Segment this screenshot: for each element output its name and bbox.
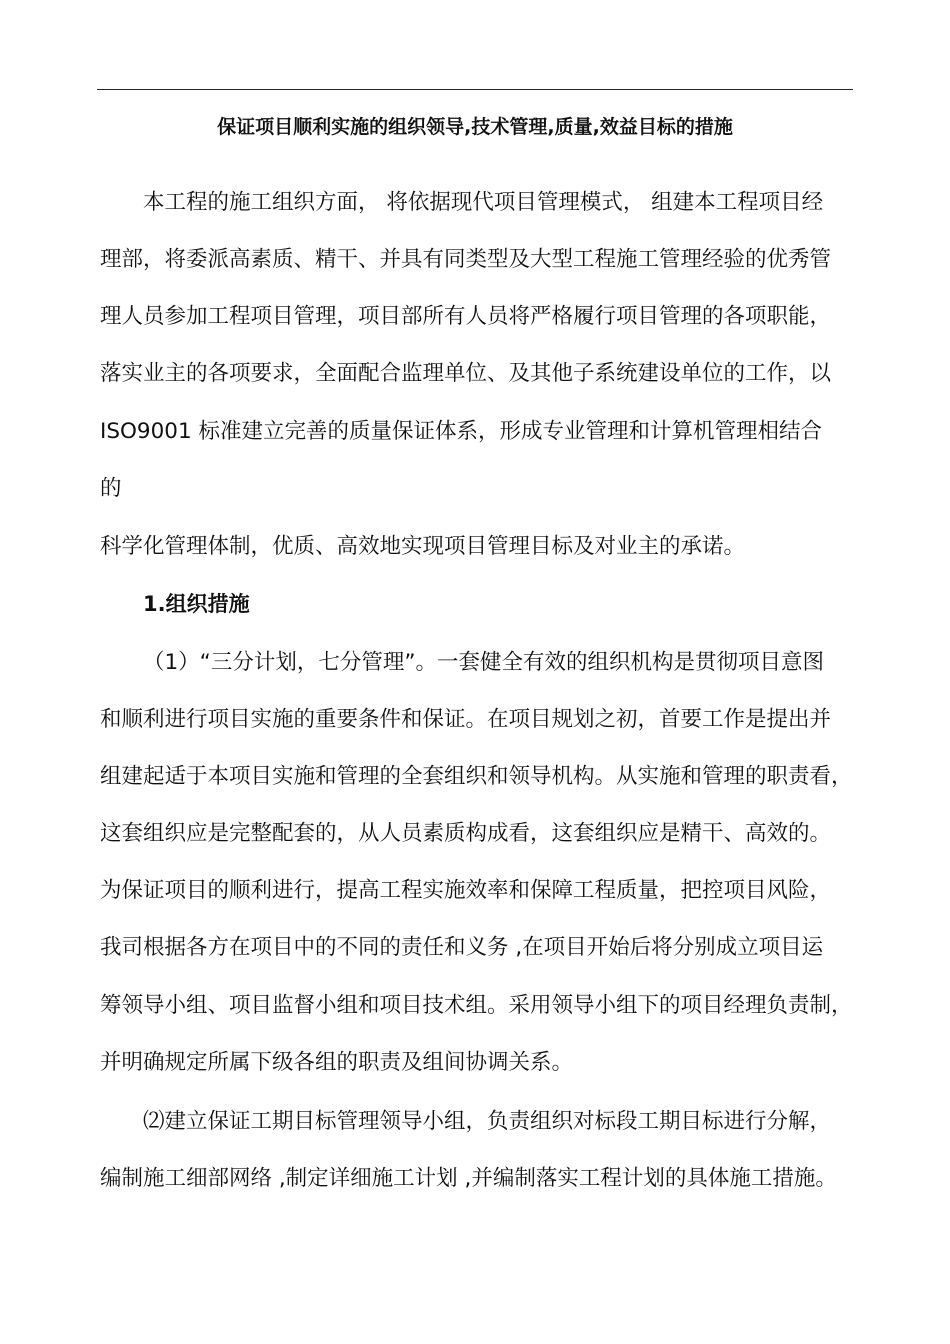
section-heading: 1.组织措施: [143, 592, 250, 616]
intro-line: 本工程的施工组织方面， 将依据现代项目管理模式， 组建本工程项目经: [143, 190, 824, 215]
para1-line: （1）“三分计划，七分管理”。一套健全有效的组织机构是贯彻项目意图: [143, 650, 824, 675]
para2-line: ⑵建立保证工期目标管理领导小组，负责组织对标段工期目标进行分解，: [143, 1109, 832, 1134]
intro-line: 落实业主的各项要求，全面配合监理单位、及其他子系统建设单位的工作，以: [100, 361, 832, 386]
para1-line: 并明确规定所属下级各组的职责及组间协调关系。: [100, 1050, 574, 1075]
para1-line: 组建起适于本项目实施和管理的全套组织和领导机构。从实施和管理的职责看，: [100, 764, 853, 789]
para1-line: 我司根据各方在项目中的不同的责任和义务 ,在项目开始后将分别成立项目运: [100, 935, 824, 960]
intro-line: 科学化管理体制，优质、高效地实现项目管理目标及对业主的承诺。: [100, 534, 746, 559]
intro-line: 理部，将委派高素质、精干、并具有同类型及大型工程施工管理经验的优秀管: [100, 247, 832, 272]
para1-line: 和顺利进行项目实施的重要条件和保证。在项目规划之初，首要工作是提出并: [100, 707, 832, 732]
para2-line: 编制施工细部网络 ,制定详细施工计划 ,并编制落实工程计划的具体施工措施。: [100, 1166, 837, 1191]
intro-line: 理人员参加工程项目管理，项目部所有人员将严格履行项目管理的各项职能，: [100, 304, 832, 329]
document-title: 保证项目顺利实施的组织领导,技术管理,质量,效益目标的措施: [217, 116, 733, 138]
intro-line: 的: [100, 476, 122, 501]
para1-line: 为保证项目的顺利进行，提高工程实施效率和保障工程质量，把控项目风险，: [100, 878, 832, 903]
para1-line: 这套组织应是完整配套的，从人员素质构成看，这套组织应是精干、高效的。: [100, 821, 832, 846]
header-rule: [97, 89, 853, 90]
para1-line: 筹领导小组、项目监督小组和项目技术组。采用领导小组下的项目经理负责制，: [100, 993, 853, 1018]
intro-line: ISO9001 标准建立完善的质量保证体系，形成专业管理和计算机管理相结合: [100, 419, 822, 444]
